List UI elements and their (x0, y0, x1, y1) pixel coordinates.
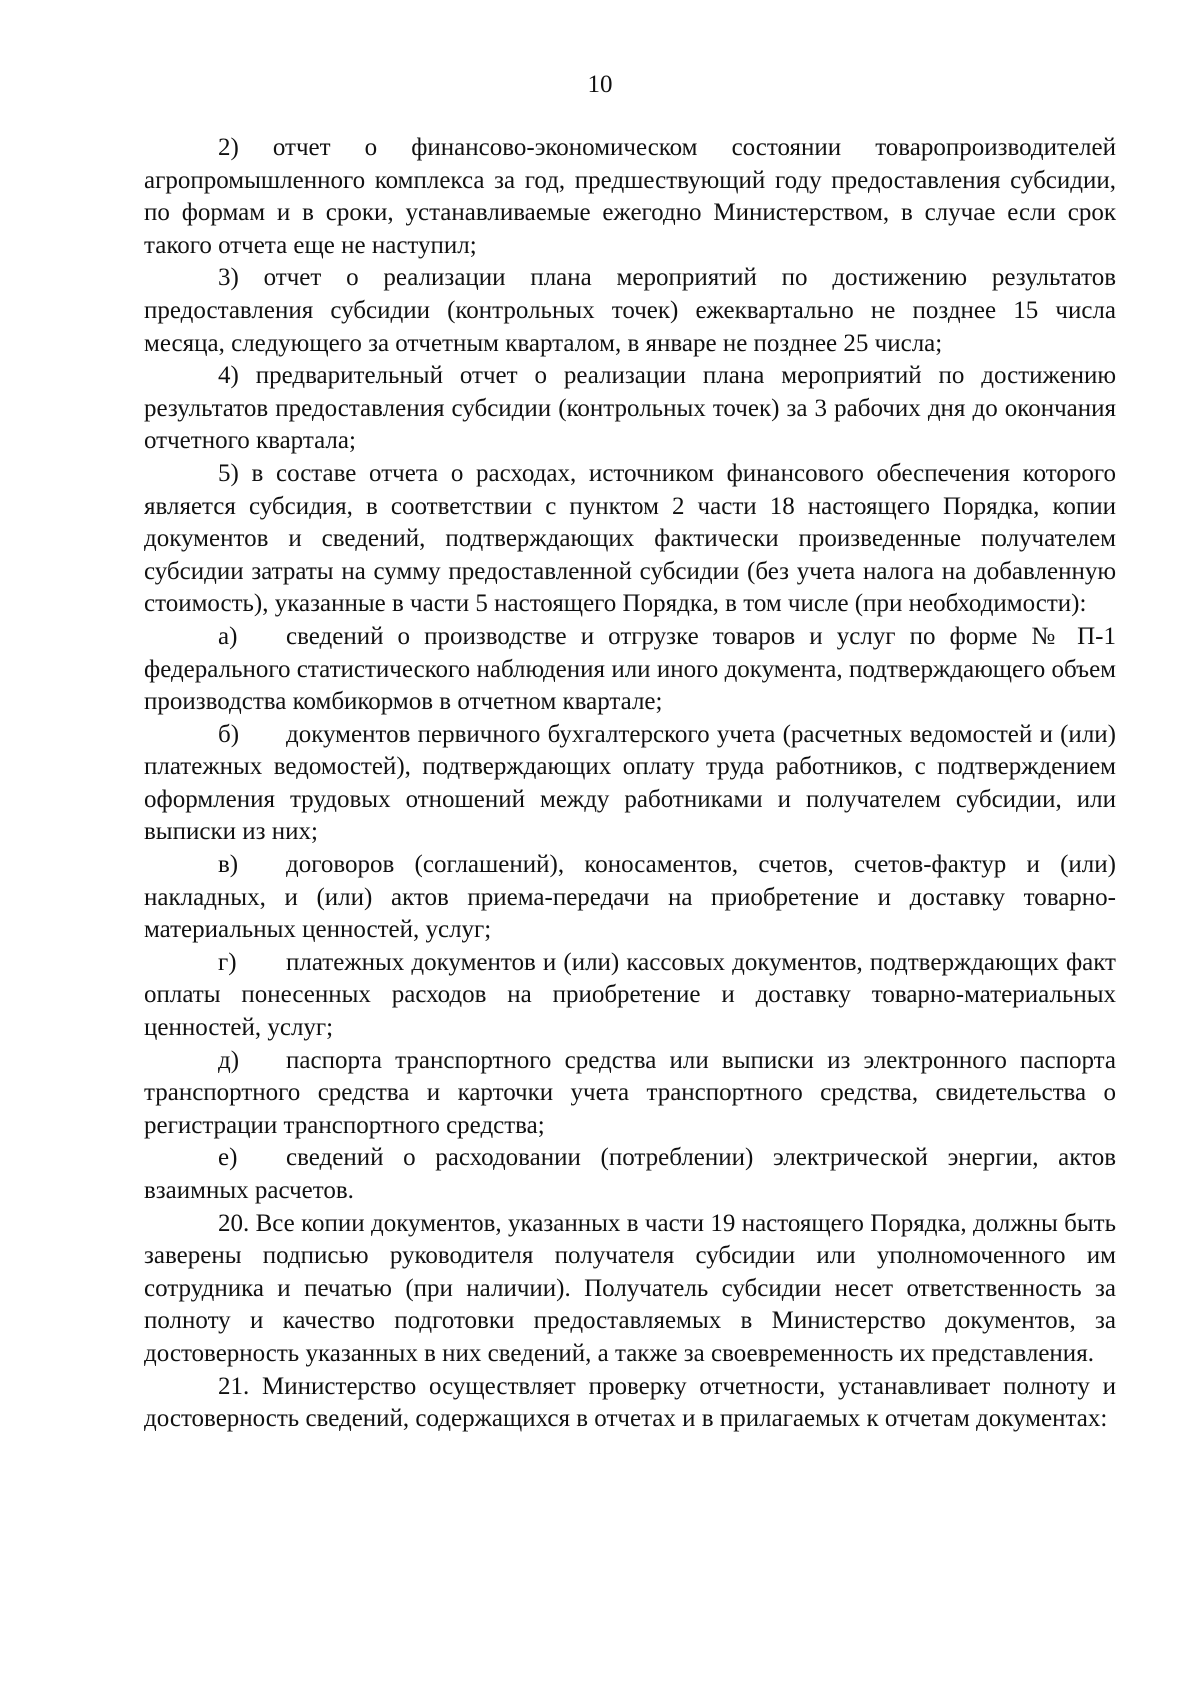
page-number: 10 (587, 71, 613, 98)
subitem-b (144, 719, 1116, 849)
subitem-marker: в) (218, 851, 239, 879)
subitem-text: паспорта транспортного средства или выписки из электронного паспорта транспортного средства и карточки учета транспортного средства, свидетельства о регистрации транспортного средства; (144, 1046, 1116, 1139)
paragraph-item-4: 4) предварительный отчет о реализации плана мероприятий по достижению результатов предоставления субсидии (контрольных точек) за 3 рабочих дня до окончания отчетного квартала; (144, 362, 1116, 455)
subitem-g (144, 947, 1116, 1045)
subitem-marker: б) (218, 720, 240, 748)
subitem-e (144, 1142, 1116, 1207)
paragraph-section-21: 21. Министерство осуществляет проверку отчетности, устанавливает полноту и достоверность сведений, содержащихся в отчетах и в прилагаемых к отчетам документах: (144, 1372, 1116, 1433)
subitem-text: сведений о расходовании (потреблении) электрической энергии, актов взаимных расчетов. (144, 1144, 1116, 1204)
paragraph-item-3: 3) отчет о реализации плана мероприятий по достижению результатов предоставления субсидии (контрольных точек) ежеквартально не позднее 15 числа месяца, следующего за отчетным кварталом, в январе не позднее 25 числа; (144, 264, 1116, 357)
subitem-marker: г) (218, 948, 237, 976)
subitem-text: сведений о производстве и отгрузке товаров и услуг по форме № П-1 федерального статистического наблюдения или иного документа, подтверждающего объем производства комбикормов в отчетном квартале; (144, 622, 1116, 716)
subitem-d (144, 1045, 1116, 1143)
paragraph-item-5: 5) в составе отчета о расходах, источником финансового обеспечения которого является субсидия, в соответствии с пунктом 2 части 18 настоящего Порядка, копии документов и сведений, подтверждающих фактически произведенные получателем субсидии затраты на сумму предоставленной субсидии (без учета налога на добавленную стоимость), указанные в части 5 настоящего Порядка, в том числе (при необходимости): (144, 459, 1116, 618)
paragraph-section-20: 20. Все копии документов, указанных в части 19 настоящего Порядка, должны быть заверены подписью руководителя получателя субсидии или уполномоченного им сотрудника и печатью (при наличии). Получатель субсидии несет ответственность за полноту и качество подготовки предоставляемых в Министерство документов, за достоверность указанных в них сведений, а также за своевременность их представления. (144, 1209, 1116, 1367)
paragraph-item-2: 2) отчет о финансово-экономическом состоянии товаропроизводителей агропромышленного комплекса за год, предшествующий году предоставления субсидии, по формам и в сроки, устанавливаемые ежегодно Министерством, в случае если срок такого отчета еще не наступил; (144, 134, 1116, 259)
subitem-text: платежных документов и (или) кассовых документов, подтверждающих факт оплаты понесенных расходов на приобретение и доставку товарно-материальных ценностей, услуг; (144, 948, 1116, 1042)
subitem-text: документов первичного бухгалтерского учета (расчетных ведомостей и (или) платежных ведомостей), подтверждающих оплату труда работников, с подтверждением оформления трудовых отношений между работниками и получателем субсидии, или выписки из них; (144, 720, 1116, 846)
subitem-text: договоров (соглашений), коносаментов, счетов, счетов-фактур и (или) накладных, и (или) актов приема-передачи на приобретение и доставку товарно-материальных ценностей, услуг; (144, 851, 1116, 944)
subitem-v (144, 849, 1116, 947)
subitem-marker: а) (218, 622, 238, 650)
subitem-marker: д) (218, 1046, 240, 1074)
subitem-a (144, 621, 1116, 719)
subitem-marker: е) (218, 1144, 238, 1172)
document-body (144, 132, 1116, 1436)
